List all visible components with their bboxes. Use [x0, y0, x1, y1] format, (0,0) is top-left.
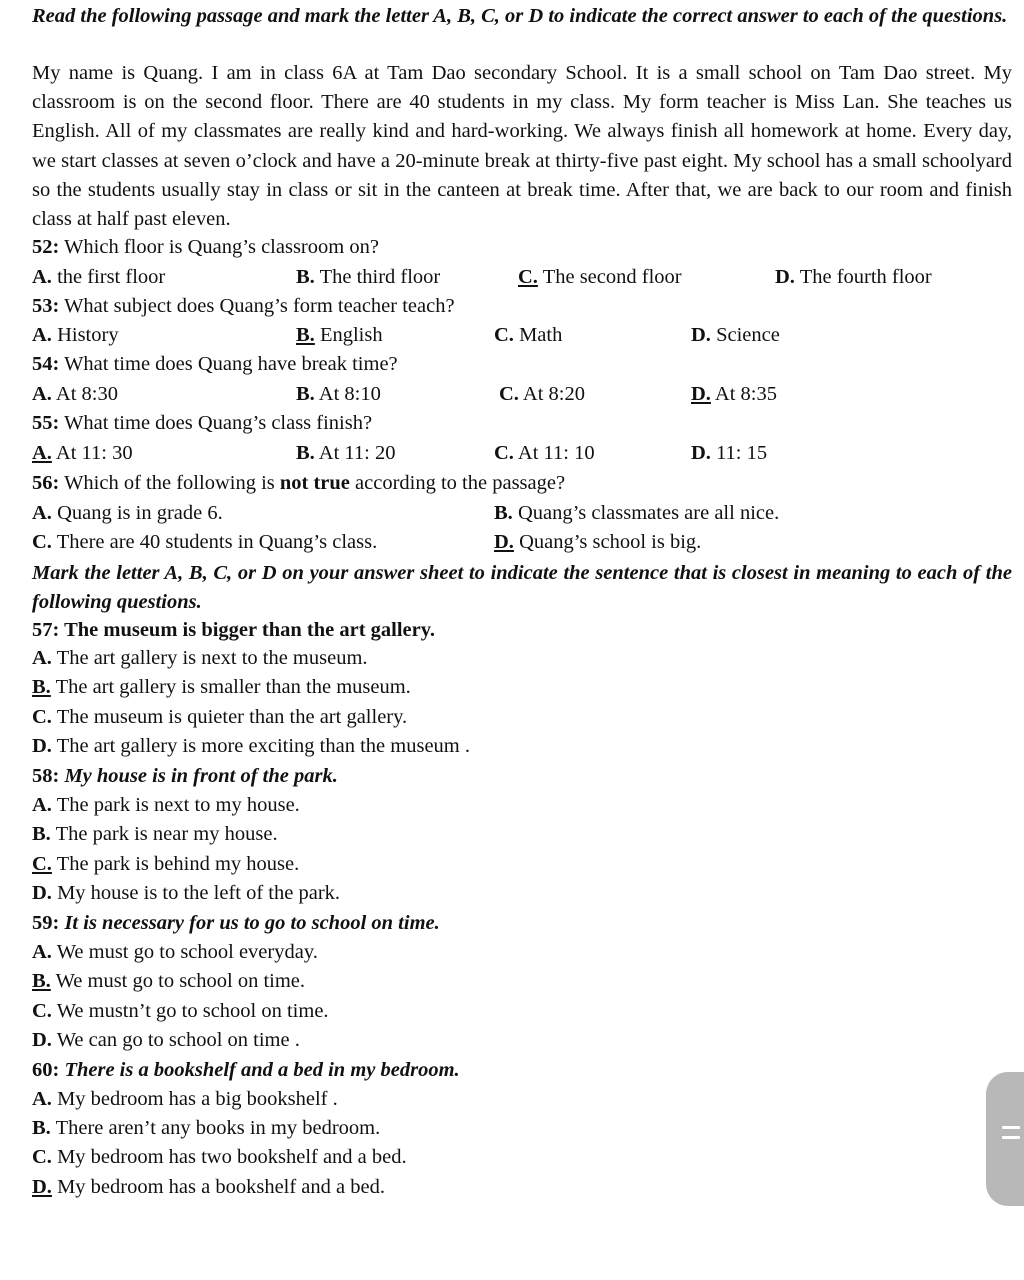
- question-number: 54:: [32, 353, 60, 375]
- option-letter: B.: [296, 266, 315, 288]
- option-letter: D.: [691, 324, 711, 346]
- option-text: We must go to school on time.: [50, 970, 306, 992]
- option-52-c[interactable]: [518, 264, 682, 290]
- option-letter: A.: [32, 647, 52, 669]
- option-text: My bedroom has a big bookshelf .: [51, 1088, 338, 1110]
- option-letter: B.: [32, 1117, 51, 1139]
- option-letter: D.: [691, 383, 711, 405]
- reading-passage: My name is Quang. I am in class 6A at Tam Dao secondary School. It is a small school on Tam Dao street. My classroom is on the second floor. There are 40 students in my class. My form teacher is Miss Lan. She teaches us English. All of my classmates are really kind and hard-working. We always finish all homework at home. Every day, we start classes at seven o’clock and have a 20-minute break at thirty-five past eight. My school has a small schoolyard so the students usually stay in class or sit in the canteen at break time. After that, we are back to our room and finish class at half past eleven.: [32, 62, 1012, 231]
- option-letter: D.: [494, 531, 514, 553]
- option-text: At 8:35: [710, 383, 778, 405]
- option-53-d[interactable]: [691, 322, 780, 348]
- option-56-a[interactable]: [32, 500, 223, 526]
- option-letter: B.: [296, 383, 315, 405]
- question-text: according to the passage?: [349, 472, 566, 494]
- option-letter: A.: [32, 794, 52, 816]
- option-58-d[interactable]: [32, 880, 340, 906]
- option-56-c[interactable]: [32, 529, 377, 555]
- instruction-closest-meaning: Mark the letter A, B, C, or D on your answer sheet to indicate the sentence that is closest in meaning to each of the following questions.: [32, 562, 1012, 613]
- option-text: The park is behind my house.: [51, 853, 300, 875]
- option-text: 11: 15: [710, 442, 768, 464]
- option-letter: A.: [32, 941, 52, 963]
- option-52-a[interactable]: [32, 264, 165, 290]
- question-text: Which of the following is: [59, 472, 280, 494]
- grip-lines-icon: [1002, 1126, 1020, 1148]
- option-letter: D.: [775, 266, 795, 288]
- option-text: The art gallery is smaller than the museum.: [50, 676, 411, 698]
- option-letter: A.: [32, 324, 52, 346]
- question-53: [32, 293, 455, 319]
- option-58-a[interactable]: [32, 792, 300, 818]
- option-letter: C.: [518, 266, 538, 288]
- option-letter: C.: [494, 324, 514, 346]
- option-53-c[interactable]: [494, 322, 562, 348]
- question-number: 58:: [32, 765, 60, 787]
- question-55: [32, 410, 372, 436]
- option-text: We must go to school everyday.: [51, 941, 318, 963]
- option-letter: A.: [32, 1088, 52, 1110]
- question-number: 55:: [32, 412, 60, 434]
- option-letter: B.: [32, 970, 51, 992]
- question-number: 60:: [32, 1059, 60, 1081]
- question-text: There is a bookshelf and a bed in my bedroom.: [59, 1059, 460, 1081]
- question-text: The museum is bigger than the art gallery.: [59, 619, 435, 641]
- question-54: [32, 351, 398, 377]
- option-text: There aren’t any books in my bedroom.: [50, 1117, 381, 1139]
- option-54-c[interactable]: [499, 381, 585, 407]
- option-text: At 11: 10: [513, 442, 595, 464]
- question-57: [32, 617, 435, 643]
- question-number: 59:: [32, 912, 60, 934]
- option-57-d[interactable]: [32, 733, 470, 759]
- option-text: At 8:20: [518, 383, 586, 405]
- option-letter: C.: [32, 531, 52, 553]
- option-text: The second floor: [537, 266, 682, 288]
- option-text: Science: [710, 324, 780, 346]
- option-text: The fourth floor: [794, 266, 932, 288]
- option-59-c[interactable]: [32, 998, 329, 1024]
- option-letter: D.: [32, 882, 52, 904]
- option-55-c[interactable]: [494, 440, 595, 466]
- option-60-c[interactable]: [32, 1144, 407, 1170]
- option-text: The museum is quieter than the art gallery.: [51, 706, 408, 728]
- option-letter: B.: [32, 823, 51, 845]
- option-letter: D.: [32, 735, 52, 757]
- question-text: What time does Quang have break time?: [59, 353, 398, 375]
- option-60-b[interactable]: [32, 1115, 380, 1141]
- option-text: History: [51, 324, 119, 346]
- instruction-reading: Read the following passage and mark the letter A, B, C, or D to indicate the correct answer to each of the questions.: [32, 5, 1008, 27]
- option-letter: D.: [32, 1176, 52, 1198]
- option-53-a[interactable]: [32, 322, 119, 348]
- option-54-d[interactable]: [691, 381, 777, 407]
- option-letter: C.: [494, 442, 514, 464]
- option-text: The third floor: [314, 266, 441, 288]
- option-57-c[interactable]: [32, 704, 407, 730]
- option-letter: B.: [32, 676, 51, 698]
- option-text: At 11: 20: [314, 442, 396, 464]
- option-60-a[interactable]: [32, 1086, 338, 1112]
- question-52: [32, 234, 379, 260]
- option-letter: A.: [32, 383, 52, 405]
- option-55-d[interactable]: [691, 440, 767, 466]
- option-letter: A.: [32, 502, 52, 524]
- option-text: The park is next to my house.: [51, 794, 300, 816]
- option-letter: B.: [494, 502, 513, 524]
- option-letter: D.: [32, 1029, 52, 1051]
- option-59-b[interactable]: [32, 968, 305, 994]
- option-58-b[interactable]: [32, 821, 278, 847]
- option-text: the first floor: [51, 266, 166, 288]
- option-text: Quang’s classmates are all nice.: [512, 502, 780, 524]
- option-60-d[interactable]: [32, 1174, 385, 1200]
- question-text: What time does Quang’s class finish?: [59, 412, 373, 434]
- option-letter: B.: [296, 324, 315, 346]
- option-text: My house is to the left of the park.: [51, 882, 341, 904]
- option-letter: C.: [32, 853, 52, 875]
- option-text: The park is near my house.: [50, 823, 278, 845]
- question-60: [32, 1057, 460, 1083]
- question-number: 56:: [32, 472, 60, 494]
- option-letter: D.: [691, 442, 711, 464]
- option-52-b[interactable]: [296, 264, 440, 290]
- option-letter: C.: [32, 1000, 52, 1022]
- option-text: There are 40 students in Quang’s class.: [51, 531, 378, 553]
- question-text: Which floor is Quang’s classroom on?: [59, 236, 379, 258]
- option-54-a[interactable]: [32, 381, 118, 407]
- question-number: 53:: [32, 295, 60, 317]
- option-55-b[interactable]: [296, 440, 396, 466]
- option-58-c[interactable]: [32, 851, 299, 877]
- question-text: It is necessary for us to go to school on time.: [59, 912, 440, 934]
- option-57-a[interactable]: [32, 645, 368, 671]
- question-59: [32, 910, 440, 936]
- option-text: Quang is in grade 6.: [51, 502, 223, 524]
- question-number: 57:: [32, 619, 60, 641]
- option-52-d[interactable]: [775, 264, 932, 290]
- option-text: We can go to school on time .: [51, 1029, 300, 1051]
- option-text: At 8:30: [51, 383, 119, 405]
- option-59-a[interactable]: [32, 939, 318, 965]
- option-text: At 11: 30: [51, 442, 133, 464]
- question-text: What subject does Quang’s form teacher teach?: [59, 295, 455, 317]
- option-text: My bedroom has two bookshelf and a bed.: [51, 1146, 407, 1168]
- option-54-b[interactable]: [296, 381, 381, 407]
- option-56-d[interactable]: [494, 529, 701, 555]
- option-letter: A.: [32, 442, 52, 464]
- option-59-d[interactable]: [32, 1027, 300, 1053]
- option-55-a[interactable]: [32, 440, 133, 466]
- question-58: [32, 763, 338, 789]
- option-text: The art gallery is next to the museum.: [51, 647, 368, 669]
- option-text: We mustn’t go to school on time.: [51, 1000, 329, 1022]
- option-53-b[interactable]: [296, 322, 383, 348]
- option-letter: B.: [296, 442, 315, 464]
- option-text: My bedroom has a bookshelf and a bed.: [51, 1176, 385, 1198]
- question-56: [32, 470, 565, 496]
- scroll-handle[interactable]: [986, 1072, 1024, 1206]
- question-emphasis: not true: [279, 472, 350, 494]
- question-text: My house is in front of the park.: [59, 765, 338, 787]
- option-56-b[interactable]: [494, 500, 779, 526]
- option-letter: A.: [32, 266, 52, 288]
- option-text: Math: [513, 324, 563, 346]
- option-letter: C.: [499, 383, 519, 405]
- option-text: English: [314, 324, 383, 346]
- option-text: At 8:10: [314, 383, 381, 405]
- option-57-b[interactable]: [32, 674, 411, 700]
- option-text: Quang’s school is big.: [513, 531, 702, 553]
- option-letter: C.: [32, 1146, 52, 1168]
- option-letter: C.: [32, 706, 52, 728]
- option-text: The art gallery is more exciting than the museum .: [51, 735, 470, 757]
- question-number: 52:: [32, 236, 60, 258]
